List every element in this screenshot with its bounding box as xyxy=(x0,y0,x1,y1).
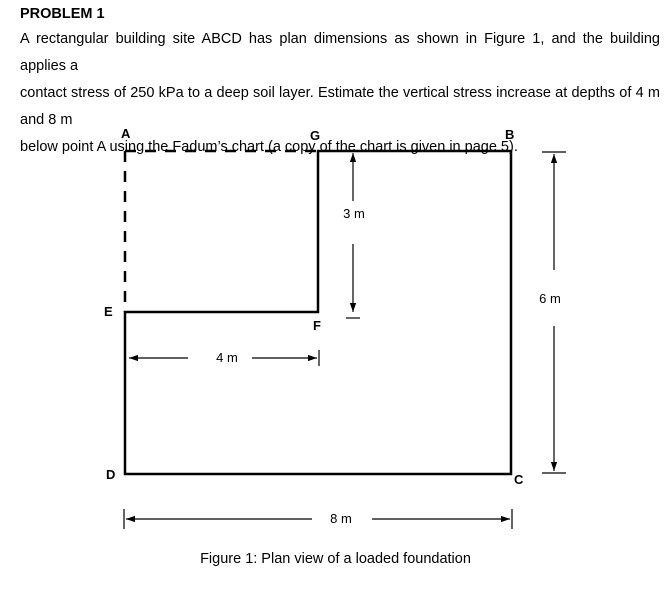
dimension-4m xyxy=(129,350,319,366)
loaded-area-outline xyxy=(125,151,511,474)
dimension-label-6m: 6 m xyxy=(539,291,561,306)
dimension-label-3m: 3 m xyxy=(343,206,365,221)
dimension-6m xyxy=(539,152,566,473)
dashed-outline xyxy=(125,151,318,312)
problem-title: PROBLEM 1 xyxy=(20,6,105,22)
statement-line: A rectangular building site ABCD has plan dimensions as shown in Figure 1, and the building applies a xyxy=(20,31,660,74)
point-label-e: E xyxy=(104,304,113,319)
dimension-label-8m: 8 m xyxy=(330,511,352,526)
statement-line: below point A using the Fadum’s chart (a copy of the chart is given in page 5). xyxy=(20,139,518,155)
dimension-label-4m: 4 m xyxy=(216,350,238,365)
dimension-8m xyxy=(124,509,512,529)
point-label-g: G xyxy=(310,128,321,143)
point-label-f: F xyxy=(313,318,321,333)
figure-caption: Figure 1: Plan view of a loaded foundation xyxy=(200,551,471,567)
statement-line: contact stress of 250 kPa to a deep soil layer. Estimate the vertical stress increase at depths of 4 m and 8 m xyxy=(20,85,660,128)
dimension-3m xyxy=(343,153,365,318)
point-label-a: A xyxy=(121,126,131,141)
point-label-b: B xyxy=(505,127,515,142)
point-label-d: D xyxy=(106,467,116,482)
point-label-c: C xyxy=(514,472,524,487)
